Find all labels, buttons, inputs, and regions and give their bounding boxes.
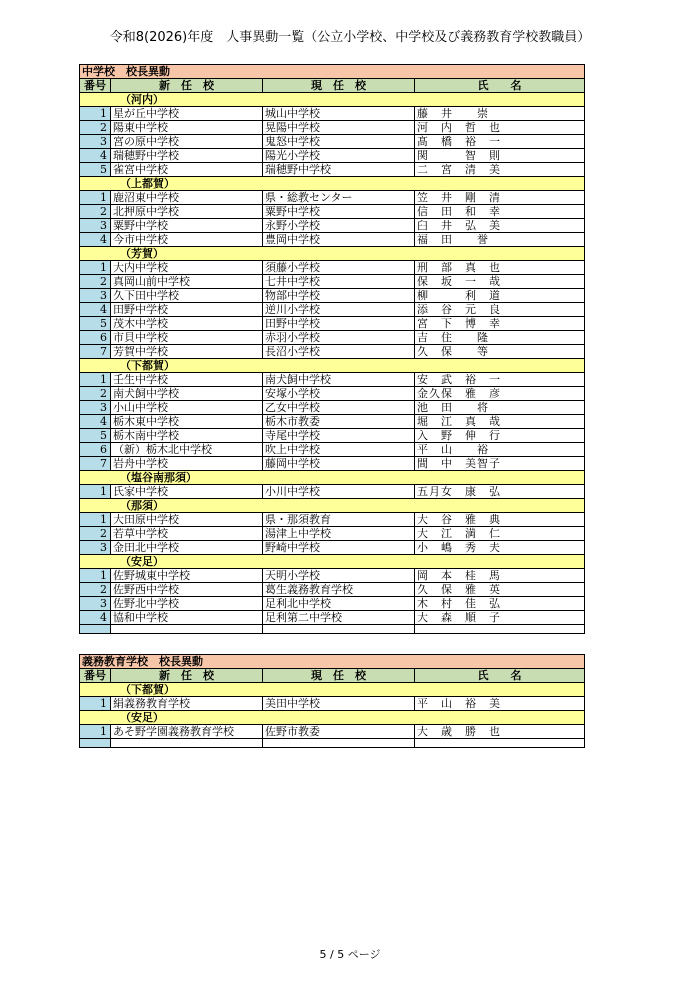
new-school: 南犬飼中学校 xyxy=(111,387,263,401)
blank-number-cell xyxy=(80,739,111,748)
table-row xyxy=(80,121,585,135)
current-school: 七井中学校 xyxy=(263,275,415,289)
new-school: 陽東中学校 xyxy=(111,121,263,135)
region-group-row xyxy=(80,247,585,261)
row-number: 6 xyxy=(80,443,111,457)
new-school: 芳賀中学校 xyxy=(111,345,263,359)
current-school: 陽光小学校 xyxy=(263,149,415,163)
row-number: 1 xyxy=(80,373,111,387)
new-school: 佐野西中学校 xyxy=(111,583,263,597)
header-new-school: 新 任 校 xyxy=(111,79,263,93)
row-number: 4 xyxy=(80,149,111,163)
new-school: 市貝中学校 xyxy=(111,331,263,345)
blank-cell xyxy=(263,625,415,634)
table-row xyxy=(80,233,585,247)
table-row xyxy=(80,317,585,331)
person-name: 吉 住 隆 xyxy=(415,331,585,345)
new-school: 粟野中学校 xyxy=(111,219,263,233)
new-school: （新）栃木北中学校 xyxy=(111,443,263,457)
row-number: 2 xyxy=(80,583,111,597)
row-number: 2 xyxy=(80,527,111,541)
current-school: 足利北中学校 xyxy=(263,597,415,611)
current-school: 葛生義務教育学校 xyxy=(263,583,415,597)
new-school: 久下田中学校 xyxy=(111,289,263,303)
current-school: 吹上中学校 xyxy=(263,443,415,457)
new-school: 佐野城東中学校 xyxy=(111,569,263,583)
row-number: 4 xyxy=(80,415,111,429)
person-name: 久 保 等 xyxy=(415,345,585,359)
row-number: 1 xyxy=(80,697,111,711)
region-label: （上都賀） xyxy=(80,177,585,191)
person-name: 平 山 裕 美 xyxy=(415,697,585,711)
new-school: 今市中学校 xyxy=(111,233,263,247)
region-label: （安足） xyxy=(80,555,585,569)
row-number: 3 xyxy=(80,541,111,555)
row-number: 1 xyxy=(80,107,111,121)
new-school: 金田北中学校 xyxy=(111,541,263,555)
table-row xyxy=(80,583,585,597)
region-label: （芳賀） xyxy=(80,247,585,261)
blank-cell xyxy=(415,739,585,748)
row-number: 4 xyxy=(80,233,111,247)
current-school: 藤岡中学校 xyxy=(263,457,415,471)
region-group-row xyxy=(80,177,585,191)
row-number: 1 xyxy=(80,485,111,499)
table-row xyxy=(80,401,585,415)
current-school: 寺尾中学校 xyxy=(263,429,415,443)
new-school: 北押原中学校 xyxy=(111,205,263,219)
table-row xyxy=(80,275,585,289)
region-label: （下都賀） xyxy=(80,683,585,697)
header-current-school: 現 任 校 xyxy=(263,79,415,93)
person-name: 保 坂 一 哉 xyxy=(415,275,585,289)
table-row xyxy=(80,597,585,611)
new-school: 鹿沼東中学校 xyxy=(111,191,263,205)
current-school: 永野小学校 xyxy=(263,219,415,233)
current-school: 物部中学校 xyxy=(263,289,415,303)
table-row xyxy=(80,541,585,555)
current-school: 豊岡中学校 xyxy=(263,233,415,247)
person-name: 宮 下 博 幸 xyxy=(415,317,585,331)
page-footer: 5 / 5 ページ xyxy=(319,948,381,961)
current-school: 鬼怒中学校 xyxy=(263,135,415,149)
table-row xyxy=(80,331,585,345)
table-row xyxy=(80,261,585,275)
person-name: 久 保 雅 英 xyxy=(415,583,585,597)
current-school: 湯津上中学校 xyxy=(263,527,415,541)
row-number: 7 xyxy=(80,345,111,359)
current-school: 栃木市教委 xyxy=(263,415,415,429)
header-name: 氏 名 xyxy=(415,669,585,683)
person-name: 刑 部 真 也 xyxy=(415,261,585,275)
current-school: 赤羽小学校 xyxy=(263,331,415,345)
new-school: 真岡山前中学校 xyxy=(111,275,263,289)
row-number: 3 xyxy=(80,597,111,611)
person-name: 添 谷 元 良 xyxy=(415,303,585,317)
blank-cell xyxy=(111,625,263,634)
new-school: 雀宮中学校 xyxy=(111,163,263,177)
row-number: 5 xyxy=(80,429,111,443)
table-row xyxy=(80,135,585,149)
current-school: 逆川小学校 xyxy=(263,303,415,317)
new-school: 絹義務教育学校 xyxy=(111,697,263,711)
person-name: 五月女 康 弘 xyxy=(415,485,585,499)
new-school: 佐野北中学校 xyxy=(111,597,263,611)
table-row xyxy=(80,415,585,429)
person-name: 関 智 則 xyxy=(415,149,585,163)
person-name: 大 谷 雅 典 xyxy=(415,513,585,527)
person-name: 岡 本 桂 馬 xyxy=(415,569,585,583)
blank-cell xyxy=(111,739,263,748)
current-school: 須藤小学校 xyxy=(263,261,415,275)
compulsory-school-principal-table xyxy=(79,654,585,748)
person-name: 木 村 佳 弘 xyxy=(415,597,585,611)
current-school: 乙女中学校 xyxy=(263,401,415,415)
row-number: 1 xyxy=(80,261,111,275)
person-name: 池 田 将 xyxy=(415,401,585,415)
table-row xyxy=(80,149,585,163)
row-number: 1 xyxy=(80,191,111,205)
region-label: （河内） xyxy=(80,93,585,107)
row-number: 2 xyxy=(80,275,111,289)
table-row xyxy=(80,457,585,471)
new-school: 岩舟中学校 xyxy=(111,457,263,471)
table-row xyxy=(80,205,585,219)
region-label: （安足） xyxy=(80,711,585,725)
current-school: 晃陽中学校 xyxy=(263,121,415,135)
new-school: 宮の原中学校 xyxy=(111,135,263,149)
person-name: 藤 井 崇 xyxy=(415,107,585,121)
person-name: 臼 井 弘 美 xyxy=(415,219,585,233)
current-school: 瑞穂野中学校 xyxy=(263,163,415,177)
new-school: 協和中学校 xyxy=(111,611,263,625)
current-school: 天明小学校 xyxy=(263,569,415,583)
row-number: 1 xyxy=(80,513,111,527)
person-name: 二 宮 清 美 xyxy=(415,163,585,177)
blank-row xyxy=(80,625,585,634)
person-name: 髙 橋 裕 一 xyxy=(415,135,585,149)
new-school: 瑞穂野中学校 xyxy=(111,149,263,163)
region-label: （下都賀） xyxy=(80,359,585,373)
row-number: 5 xyxy=(80,163,111,177)
header-new-school: 新 任 校 xyxy=(111,669,263,683)
region-group-row xyxy=(80,93,585,107)
current-school: 小川中学校 xyxy=(263,485,415,499)
table-row xyxy=(80,163,585,177)
person-name: 安 武 裕 一 xyxy=(415,373,585,387)
new-school: 大田原中学校 xyxy=(111,513,263,527)
table-row xyxy=(80,513,585,527)
person-name: 大 江 満 仁 xyxy=(415,527,585,541)
new-school: 茂木中学校 xyxy=(111,317,263,331)
row-number: 5 xyxy=(80,317,111,331)
current-school: 佐野市教委 xyxy=(263,725,415,739)
table-row xyxy=(80,725,585,739)
person-name: 小 嶋 秀 夫 xyxy=(415,541,585,555)
new-school: 氏家中学校 xyxy=(111,485,263,499)
table-row xyxy=(80,527,585,541)
person-name: 柳 利 道 xyxy=(415,289,585,303)
new-school: 若草中学校 xyxy=(111,527,263,541)
region-group-row xyxy=(80,499,585,513)
table-row xyxy=(80,443,585,457)
row-number: 1 xyxy=(80,725,111,739)
blank-row xyxy=(80,739,585,748)
table-row xyxy=(80,697,585,711)
new-school: 星が丘中学校 xyxy=(111,107,263,121)
region-group-row xyxy=(80,471,585,485)
blank-cell xyxy=(415,625,585,634)
header-name: 氏 名 xyxy=(415,79,585,93)
current-school: 長沼小学校 xyxy=(263,345,415,359)
current-school: 足利第二中学校 xyxy=(263,611,415,625)
header-number: 番号 xyxy=(80,79,111,93)
row-number: 1 xyxy=(80,569,111,583)
row-number: 2 xyxy=(80,387,111,401)
table-row xyxy=(80,191,585,205)
table-row xyxy=(80,107,585,121)
row-number: 4 xyxy=(80,303,111,317)
current-school: 美田中学校 xyxy=(263,697,415,711)
region-group-row xyxy=(80,683,585,697)
row-number: 3 xyxy=(80,289,111,303)
page-title: 令和8(2026)年度 人事異動一覧（公立小学校、中学校及び義務教育学校教職員） xyxy=(109,30,591,45)
section-title: 義務教育学校 校長異動 xyxy=(80,655,585,669)
region-group-row xyxy=(80,555,585,569)
header-number: 番号 xyxy=(80,669,111,683)
current-school: 城山中学校 xyxy=(263,107,415,121)
row-number: 3 xyxy=(80,401,111,415)
table-row xyxy=(80,345,585,359)
person-name: 平 山 裕 xyxy=(415,443,585,457)
new-school: 栃木東中学校 xyxy=(111,415,263,429)
current-school: 南犬飼中学校 xyxy=(263,373,415,387)
table-row xyxy=(80,569,585,583)
row-number: 4 xyxy=(80,611,111,625)
table-row xyxy=(80,373,585,387)
new-school: 壬生中学校 xyxy=(111,373,263,387)
table-row xyxy=(80,387,585,401)
blank-number-cell xyxy=(80,625,111,634)
new-school: 栃木南中学校 xyxy=(111,429,263,443)
person-name: 福 田 誉 xyxy=(415,233,585,247)
current-school: 野崎中学校 xyxy=(263,541,415,555)
region-label: （塩谷南那須） xyxy=(80,471,585,485)
current-school: 粟野中学校 xyxy=(263,205,415,219)
table-row xyxy=(80,429,585,443)
person-name: 堀 江 真 哉 xyxy=(415,415,585,429)
region-group-row xyxy=(80,711,585,725)
person-name: 河 内 哲 也 xyxy=(415,121,585,135)
region-group-row xyxy=(80,359,585,373)
person-name: 大 森 順 子 xyxy=(415,611,585,625)
section-title: 中学校 校長異動 xyxy=(80,65,585,79)
section-title-row xyxy=(80,65,585,79)
header-current-school: 現 任 校 xyxy=(263,669,415,683)
region-label: （那須） xyxy=(80,499,585,513)
row-number: 3 xyxy=(80,219,111,233)
row-number: 2 xyxy=(80,121,111,135)
column-header-row xyxy=(80,79,585,93)
junior-high-principal-table xyxy=(79,64,585,634)
person-name: 金久保 雅 彦 xyxy=(415,387,585,401)
current-school: 県・那須教育 xyxy=(263,513,415,527)
new-school: 田野中学校 xyxy=(111,303,263,317)
column-header-row xyxy=(80,669,585,683)
new-school: 小山中学校 xyxy=(111,401,263,415)
current-school: 県・総教センター xyxy=(263,191,415,205)
row-number: 6 xyxy=(80,331,111,345)
table-row xyxy=(80,219,585,233)
person-name: 信 田 和 幸 xyxy=(415,205,585,219)
section-title-row xyxy=(80,655,585,669)
new-school: あそ野学園義務教育学校 xyxy=(111,725,263,739)
person-name: 間 中 美智子 xyxy=(415,457,585,471)
person-name: 笠 井 剛 清 xyxy=(415,191,585,205)
row-number: 7 xyxy=(80,457,111,471)
row-number: 3 xyxy=(80,135,111,149)
row-number: 2 xyxy=(80,205,111,219)
current-school: 安塚小学校 xyxy=(263,387,415,401)
table-row xyxy=(80,303,585,317)
person-name: 大 歳 勝 也 xyxy=(415,725,585,739)
current-school: 田野中学校 xyxy=(263,317,415,331)
blank-cell xyxy=(263,739,415,748)
person-name: 入 野 伸 行 xyxy=(415,429,585,443)
table-row xyxy=(80,289,585,303)
table-row xyxy=(80,611,585,625)
table-row xyxy=(80,485,585,499)
new-school: 大内中学校 xyxy=(111,261,263,275)
